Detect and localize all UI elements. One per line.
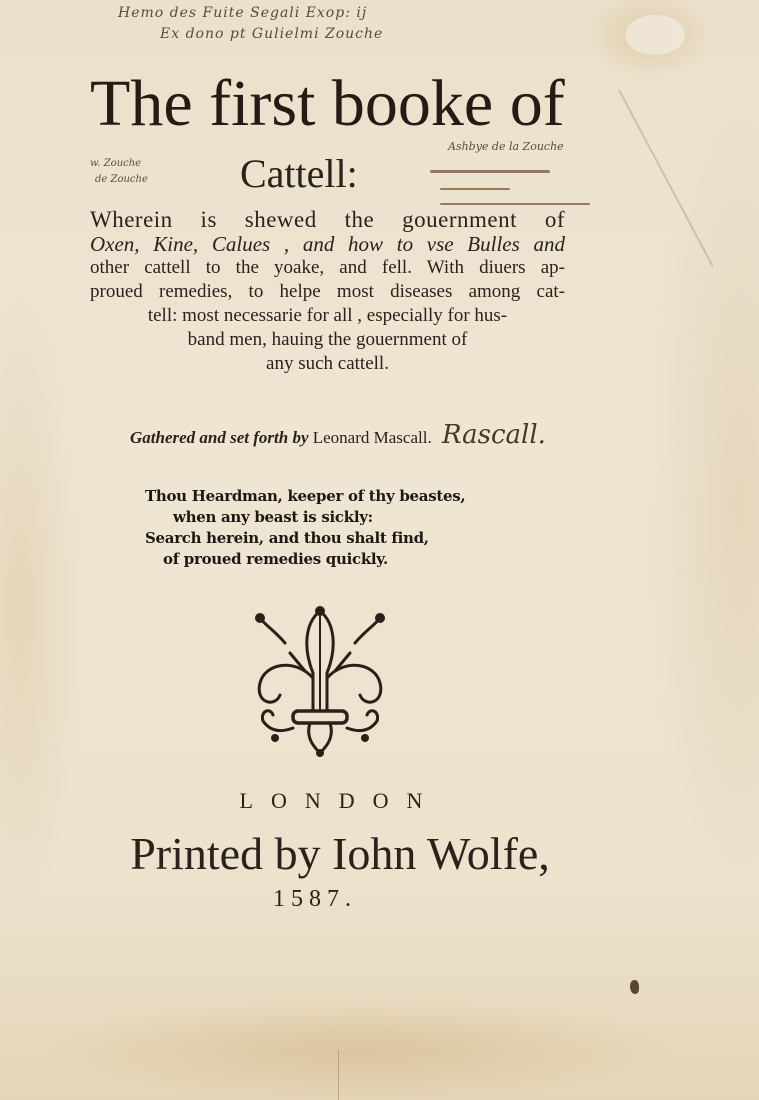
description-line: tell: most necessarie for all , especially for hus- [147,305,508,326]
byline-prefix: Gathered and set forth by [130,428,309,447]
page-subtitle: Cattell: [240,151,358,196]
verse-line: Thou Heardman, keeper of thy beastes, [145,487,466,505]
strikethrough-mark [440,188,510,190]
page-title: The first booke of [90,67,565,140]
ink-blot [630,980,639,994]
description-line: band men, hauing the gouernment of [187,329,468,350]
description-line: other cattell to the yoake, and fell. With diuers ap- [90,257,565,278]
imprint-year: 1587. [273,886,357,912]
strikethrough-mark [440,203,590,205]
manuscript-note-top-2: Ex dono pt Gulielmi Zouche [160,26,384,42]
description-block [90,208,565,376]
manuscript-note-left-2: de Zouche [95,174,148,185]
description-line: Wherein is shewed the gouernment of [90,207,565,232]
manuscript-note-right: Ashbye de la Zouche [448,140,564,153]
description-line: proued remedies, to helpe most diseases among cat- [90,281,565,302]
imprint-place: LONDON [239,788,441,813]
verse-line: of proued remedies quickly. [163,550,388,568]
paper-crease [618,90,714,268]
manuscript-note-left-1: w. Zouche [90,158,142,169]
description-line: Oxen, Kine, Calues , and how to vse Bulles and [90,232,565,256]
imprint-printer: Printed by Iohn Wolfe, [130,828,550,879]
handwritten-signature: Rascall. [441,420,546,450]
strikethrough-mark [430,170,550,173]
verse-line: when any beast is sickly: [173,508,373,526]
fleur-de-lis-icon [245,603,395,758]
verse-block [145,486,485,570]
byline [130,420,650,450]
water-stain [625,15,685,55]
manuscript-note-top-1: Hemo des Fuite Segali Exop: ij [118,5,368,21]
verse-line: Search herein, and thou shalt find, [145,529,429,547]
paper-crease-bottom [338,1050,339,1100]
author-name: Leonard Mascall. [312,428,432,447]
description-line: any such cattell. [266,353,389,374]
